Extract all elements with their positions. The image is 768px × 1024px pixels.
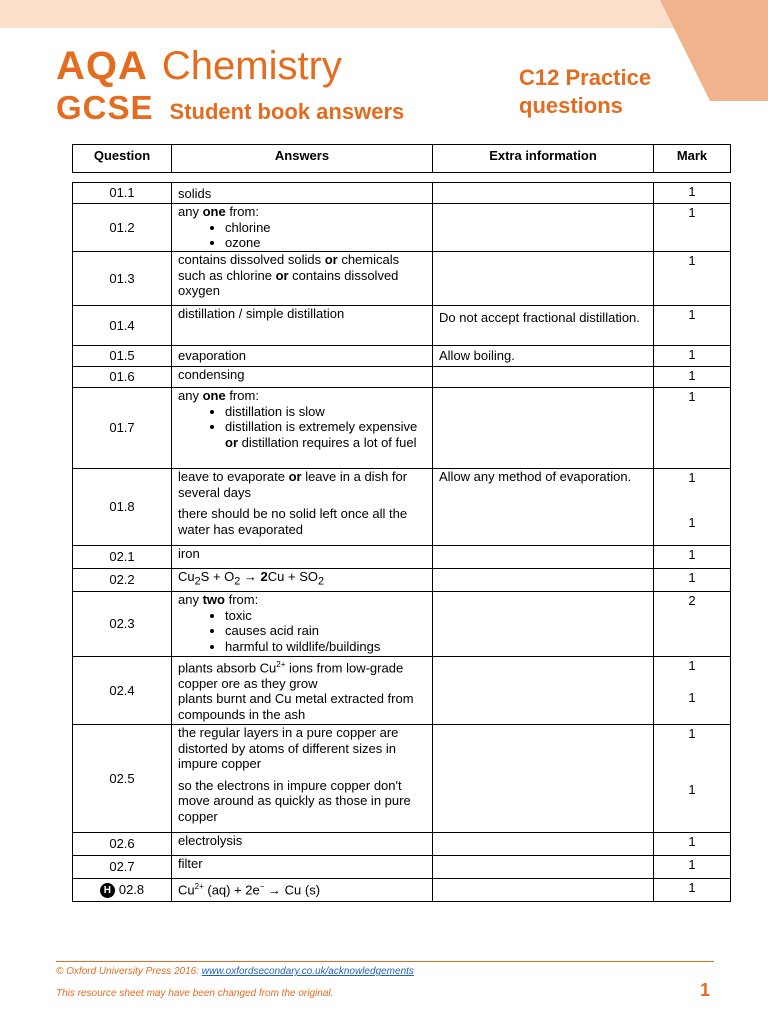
brand-chemistry: Chemistry <box>161 44 342 88</box>
higher-tier-icon: H <box>100 883 115 898</box>
brand-gcse: GCSE <box>56 89 154 126</box>
brand-subtitle <box>56 88 404 135</box>
col-mark: Mark <box>654 145 731 173</box>
table-row: 02.3 any two from: • toxic • causes acid rain • harmful to wildlife/buildings 2 <box>73 592 731 657</box>
table-header <box>72 144 731 173</box>
chapter-title: C12 Practice questions <box>519 65 652 118</box>
col-extra: Extra information <box>433 145 654 173</box>
table-row: 01.6 condensing 1 <box>73 367 731 388</box>
table-row: 02.4 plants absorb $Cu^{2+}$ ions from low-grade copper ore as they grow plants burnt and Cu metal extracted from compounds in the ash 1 1 <box>73 657 731 725</box>
table-row: 01.2 any one from: • chlorine • ozone 1 <box>73 204 731 252</box>
equation-copper: $Cu^{2+}$ (aq) + 2e− → Cu (s) <box>172 879 433 902</box>
table-row: 01.7 any one from: • distillation is slow • distillation is extremely expensive or distillation requires a lot of fuel 1 <box>73 388 731 469</box>
table-row: 02.2 $Cu_2S + O_2 \to 2Cu + SO_2$ 1 <box>73 569 731 592</box>
col-answers: Answers <box>172 145 433 173</box>
equation-smelting: $Cu_2S + O_2 \to 2Cu + SO_2$ <box>172 569 433 592</box>
footer-note: This resource sheet may have been changed from the original. <box>56 988 334 999</box>
table-row: 02.6 electrolysis 1 <box>73 833 731 856</box>
footer-divider <box>56 961 714 962</box>
footer-copyright: © Oxford University Press 2016: www.oxfordsecondary.co.uk/acknowledgements <box>56 966 414 977</box>
table-row: 01.4 distillation / simple distillation Do not accept fractional distillation. 1 <box>73 306 731 346</box>
answers-table <box>72 182 731 902</box>
table-row: H 02.8 $Cu^{2+}$ (aq) + 2e− → Cu (s) 1 <box>73 879 731 902</box>
page-number: 1 <box>700 980 711 1000</box>
table-row: 02.1 iron 1 <box>73 546 731 569</box>
table-row: 02.7 filter 1 <box>73 856 731 879</box>
brand-aqa: AQA <box>56 44 148 88</box>
table-row: 01.8 leave to evaporate or leave in a dish for several days there should be no solid left once all the water has evaporated Allow any method of evaporation. 1 1 <box>73 469 731 546</box>
acknowledgements-link[interactable]: www.oxfordsecondary.co.uk/acknowledgements <box>201 966 414 977</box>
table-row: 01.3 contains dissolved solids or chemicals such as chlorine or contains dissolved oxygen 1 <box>73 252 731 306</box>
table-row: 01.1 solids 1 <box>73 183 731 204</box>
col-question: Question <box>73 145 172 173</box>
brand-title <box>56 42 342 90</box>
table-row: 01.5 evaporation Allow boiling. 1 <box>73 346 731 367</box>
brand-sub: Student book answers <box>169 99 405 124</box>
table-row: 02.5 the regular layers in a pure copper are distorted by atoms of different sizes in impure copper so the electrons in impure copper don't move around as quickly as those in pure copper 1 1 <box>73 725 731 833</box>
